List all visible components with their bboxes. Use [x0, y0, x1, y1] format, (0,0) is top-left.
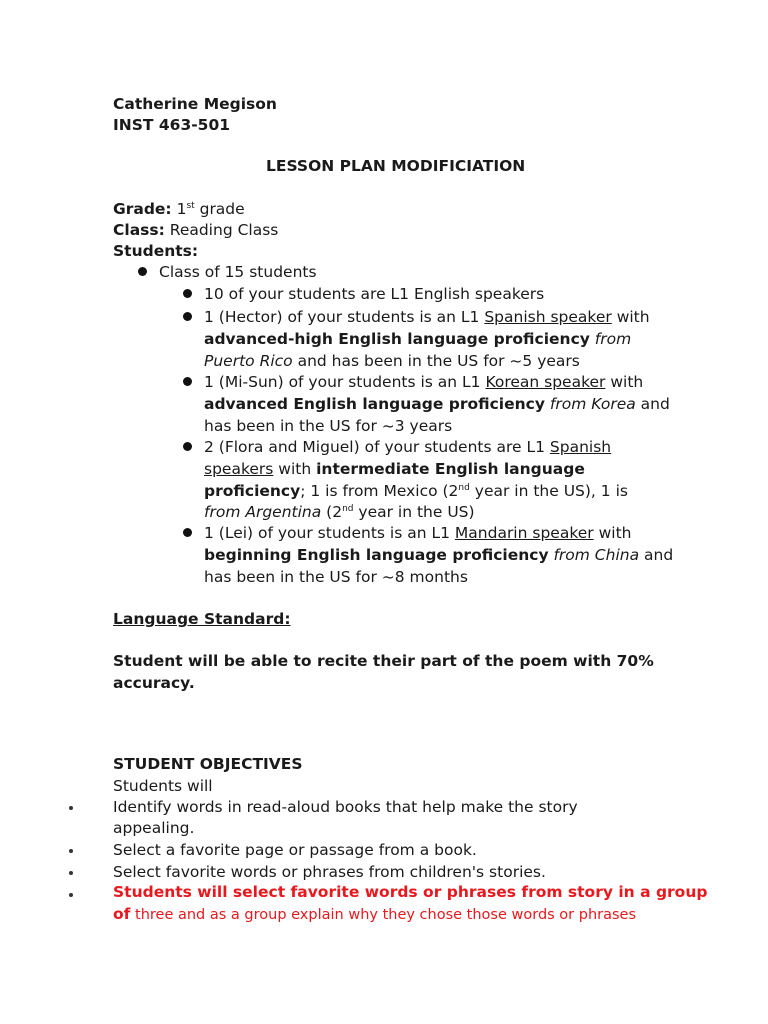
author-name: Catherine Megison — [113, 95, 277, 113]
objective-item: Identify words in read-aloud books that help make the story — [113, 798, 578, 816]
bullet-icon — [69, 806, 73, 810]
list-item: 10 of your students are L1 English speakers — [204, 285, 545, 303]
objective-item-highlight-cont: of three and as a group explain why they chose those words or phrases — [113, 905, 637, 923]
objective-item-cont: appealing. — [113, 819, 195, 837]
language-standard-heading: Language Standard: — [113, 610, 291, 628]
grade-value: 1st grade — [176, 200, 245, 218]
list-item-cont: advanced English language proficiency from Korea and — [204, 395, 670, 413]
course-code: INST 463-501 — [113, 116, 231, 134]
list-item: 1 (Lei) of your students is an L1 Mandarin speaker with — [204, 524, 632, 542]
class-size: Class of 15 students — [159, 263, 317, 281]
list-item-cont: advanced-high English language proficiency from — [204, 330, 632, 348]
grade-label: Grade: — [113, 200, 172, 218]
bullet-icon — [183, 289, 192, 298]
list-item-cont: speakers with intermediate English language — [204, 460, 585, 478]
students-label: Students: — [113, 242, 199, 260]
bullet-icon — [138, 267, 147, 276]
bullet-icon — [69, 849, 73, 853]
bullet-icon — [69, 893, 73, 897]
list-item-cont: proficiency; 1 is from Mexico (2nd year in the US), 1 is — [204, 482, 628, 500]
list-item-cont: Puerto Rico and has been in the US for ~5 years — [204, 352, 580, 370]
list-item: 1 (Hector) of your students is an L1 Spanish speaker with — [204, 308, 650, 326]
class-line — [113, 220, 278, 242]
objective-item: Select a favorite page or passage from a book. — [113, 841, 477, 859]
list-item-cont: beginning English language proficiency from China and — [204, 546, 674, 564]
class-value: Reading Class — [164, 221, 279, 239]
document-title: LESSON PLAN MODIFICIATION — [266, 157, 526, 175]
bullet-icon — [183, 442, 192, 451]
class-label: Class: — [113, 221, 165, 239]
bullet-icon — [183, 528, 192, 537]
list-item-cont: has been in the US for ~8 months — [204, 568, 468, 586]
language-standard-text: Student will be able to recite their part of the poem with 70% — [113, 652, 654, 670]
objective-item-highlight: Students will select favorite words or phrases from story in a group — [113, 883, 708, 901]
list-item-cont: from Argentina (2nd year in the US) — [204, 503, 475, 521]
grade-line — [113, 199, 245, 221]
objectives-intro: Students will — [113, 777, 213, 795]
objectives-heading: STUDENT OBJECTIVES — [113, 755, 303, 773]
bullet-icon — [69, 871, 73, 875]
bullet-icon — [183, 377, 192, 386]
objective-item: Select favorite words or phrases from children's stories. — [113, 863, 546, 881]
language-standard-text: accuracy. — [113, 674, 195, 692]
list-item: 2 (Flora and Miguel) of your students are L1 Spanish — [204, 438, 612, 456]
bullet-icon — [183, 312, 192, 321]
list-item-cont: has been in the US for ~3 years — [204, 417, 453, 435]
list-item: 1 (Mi-Sun) of your students is an L1 Korean speaker with — [204, 373, 644, 391]
